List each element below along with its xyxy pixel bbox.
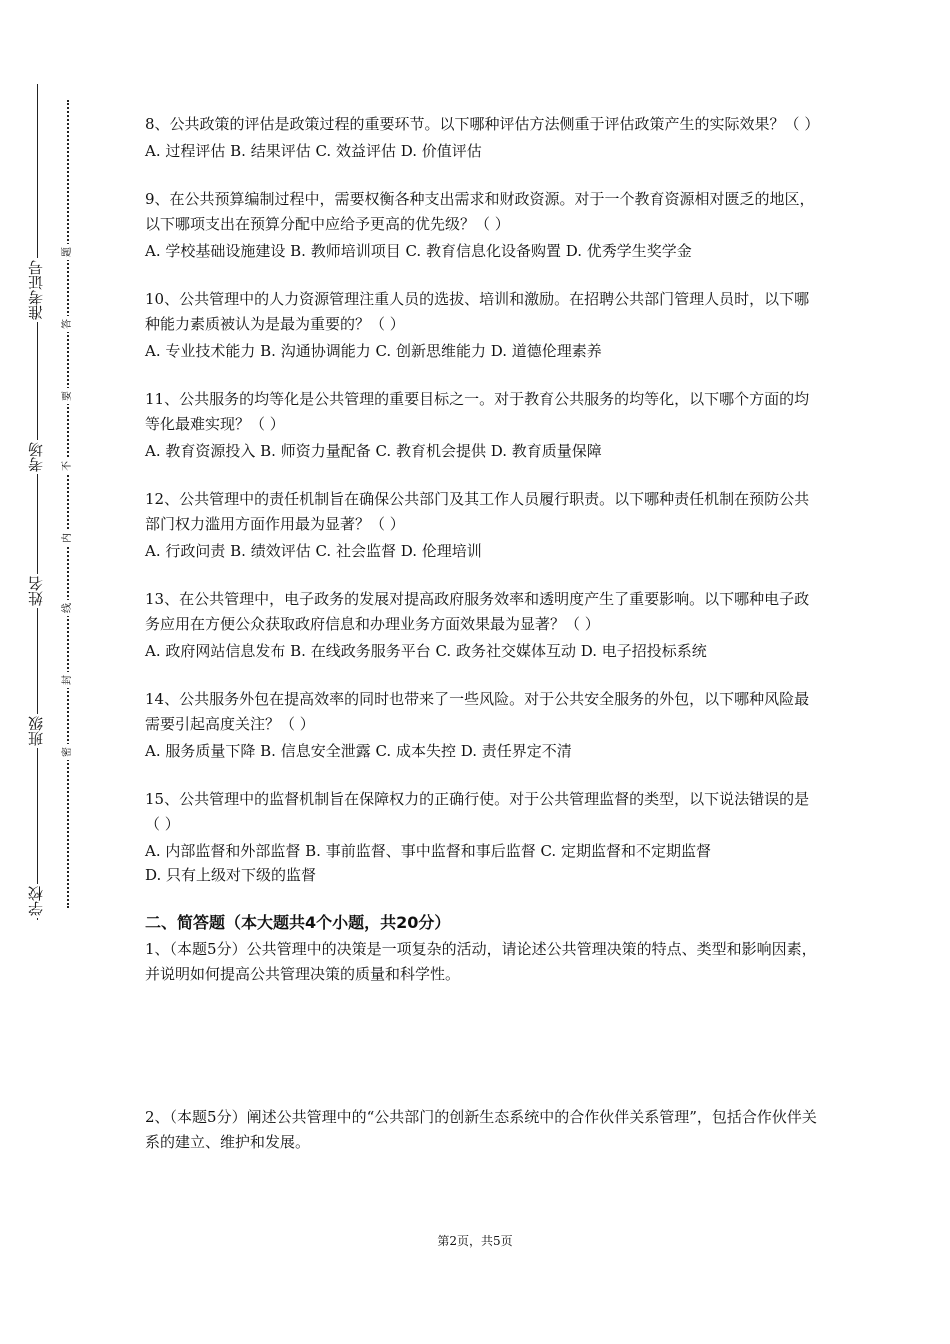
question-options: A. 教育资源投入 B. 师资力量配备 C. 教育机会提供 D. 教育质量保障: [145, 442, 602, 460]
question-text: 15、公共管理中的监督机制旨在保障权力的正确行使。对于公共管理监督的类型，以下说法错误的是（ ）: [145, 790, 810, 833]
question-text: 13、在公共管理中，电子政务的发展对提高政府服务效率和透明度产生了重要影响。以下哪种电子政务应用在方便公众获取政府信息和办理业务方面效果最为显著？（ ）: [145, 590, 810, 633]
question-options: A. 过程评估 B. 结果评估 C. 效益评估 D. 价值评估: [145, 142, 482, 160]
seal-char: 题: [62, 244, 74, 260]
field-class: 班级: [22, 714, 50, 748]
question-9: [145, 187, 820, 263]
seal-dotted-line: [67, 100, 69, 908]
question-text: 11、公共服务的均等化是公共管理的重要目标之一。对于教育公共服务的均等化，以下哪个方面的均等化最难实现？（ ）: [145, 390, 810, 433]
question-options: A. 学校基础设施建设 B. 教师培训项目 C. 教育信息化设备购置 D. 优秀学生奖学金: [145, 242, 692, 260]
question-options: D. 只有上级对下级的监督: [145, 866, 317, 884]
seal-char: 要: [62, 388, 74, 404]
question-11: [145, 387, 820, 463]
question-options: A. 内部监督和外部监督 B. 事前监督、事中监督和事后监督 C. 定期监督和不定期监督: [145, 842, 711, 860]
question-options: A. 政府网站信息发布 B. 在线政务服务平台 C. 政务社交媒体互动 D. 电子招投标系统: [145, 642, 707, 660]
question-10: [145, 287, 820, 363]
seal-char: 线: [62, 600, 74, 616]
seal-char: 不: [62, 458, 74, 474]
question-text: 14、公共服务外包在提高效率的同时也带来了一些风险。对于公共安全服务的外包，以下哪种风险最需要引起高度关注？（ ）: [145, 690, 810, 733]
field-exam-room: 考场: [22, 440, 50, 474]
question-text: 10、公共管理中的人力资源管理注重人员的选拔、培训和激励。在招聘公共部门管理人员时，以下哪种能力素质被认为是最为重要的？（ ）: [145, 290, 810, 333]
question-14: [145, 687, 820, 763]
question-8: [145, 112, 820, 163]
binding-solid-line: [37, 84, 38, 920]
essay-question-2: 2、（本题5分）阐述公共管理中的“公共部门的创新生态系统中的合作伙伴关系管理”，包括合作伙伴关系的建立、维护和发展。: [145, 1108, 817, 1151]
page-footer: 第2页，共5页: [437, 1234, 513, 1248]
question-12: [145, 487, 820, 563]
question-13: [145, 587, 820, 663]
field-name: 姓名: [22, 574, 50, 608]
seal-char: 内: [62, 530, 74, 546]
seal-char: 密: [62, 744, 74, 760]
binding-margin: [0, 0, 110, 1344]
field-school: 学校: [22, 884, 50, 918]
field-exam-number: 准考证号: [22, 258, 50, 322]
seal-char: 答: [62, 316, 74, 332]
question-15: [145, 787, 820, 887]
question-text: 9、在公共预算编制过程中，需要权衡各种支出需求和财政资源。对于一个教育资源相对匮乏的地区，以下哪项支出在预算分配中应给予更高的优先级？（ ）: [145, 190, 815, 233]
seal-char: 封: [62, 672, 74, 688]
section-2-title: 二、简答题（本大题共4个小题，共20分）: [145, 913, 451, 932]
question-options: A. 行政问责 B. 绩效评估 C. 社会监督 D. 伦理培训: [145, 542, 482, 560]
question-text: 12、公共管理中的责任机制旨在确保公共部门及其工作人员履行职责。以下哪种责任机制在预防公共部门权力滥用方面作用最为显著？（ ）: [145, 490, 810, 533]
question-options: A. 专业技术能力 B. 沟通协调能力 C. 创新思维能力 D. 道德伦理素养: [145, 342, 602, 360]
question-options: A. 服务质量下降 B. 信息安全泄露 C. 成本失控 D. 责任界定不清: [145, 742, 572, 760]
exam-content: [145, 112, 820, 1155]
essay-question-1: 1、（本题5分）公共管理中的决策是一项复杂的活动，请论述公共管理决策的特点、类型和影响因素，并说明如何提高公共管理决策的质量和科学性。: [145, 940, 817, 983]
question-text: 8、公共政策的评估是政策过程的重要环节。以下哪种评估方法侧重于评估政策产生的实际效果？（ ）: [145, 115, 820, 133]
